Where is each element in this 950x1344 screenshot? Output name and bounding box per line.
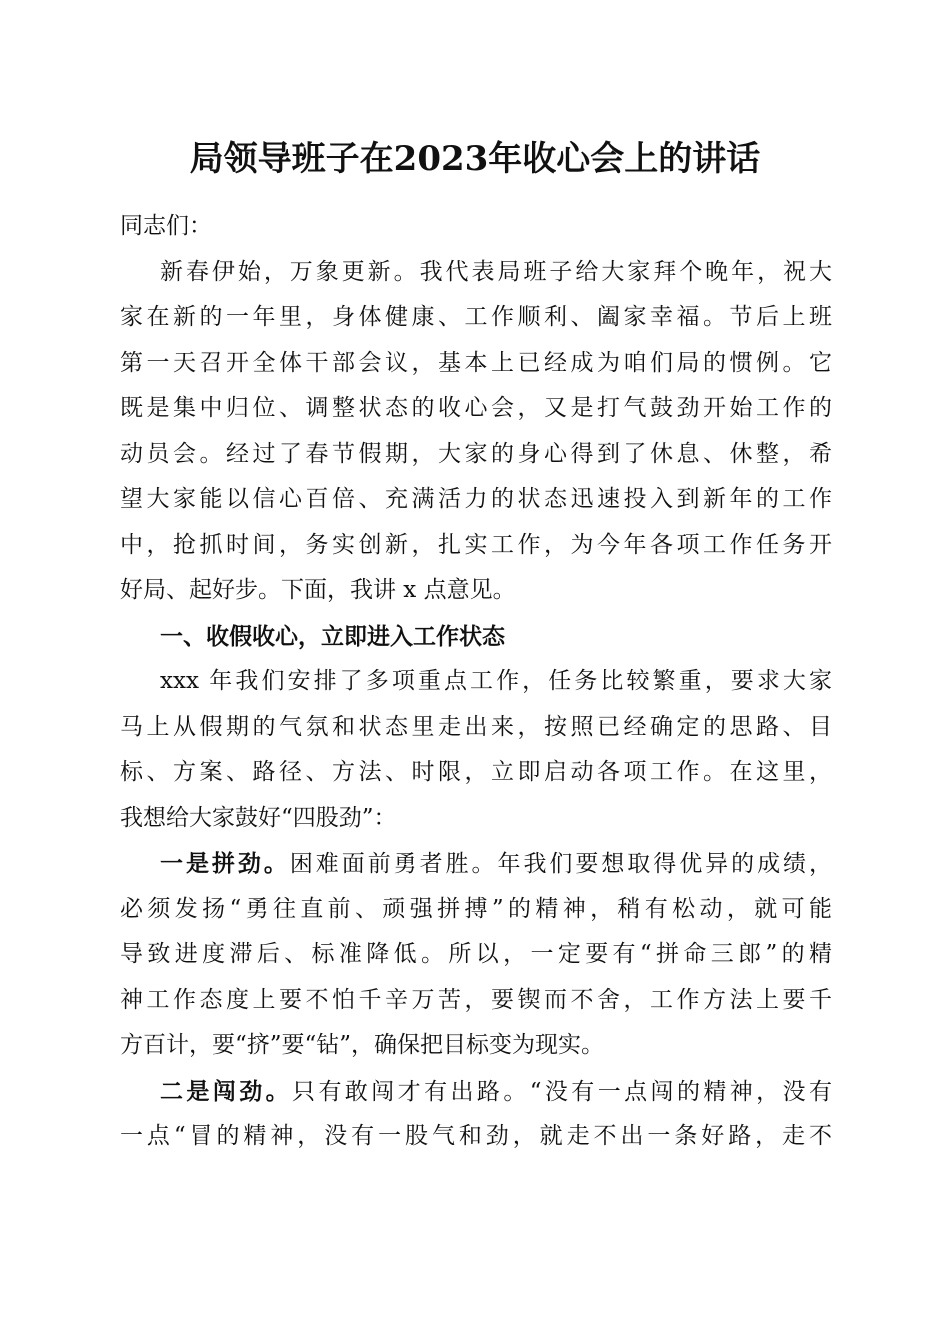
paragraph-line: 望大家能以信心百倍、充满活力的状态迅速投入到新年的工作 <box>120 486 832 512</box>
paragraph-line: 第一天召开全体干部会议，基本上已经成为咱们局的惯例。它 <box>120 349 832 376</box>
paragraph-intro <box>120 250 832 614</box>
greeting: 同志们： <box>120 213 212 239</box>
paragraph-line: 我想给大家鼓好“四股劲”： <box>120 804 397 831</box>
paragraph-line: 家在新的一年里，身体健康、工作顺利、阖家幸福。节后上班 <box>120 304 832 330</box>
paragraph-line: 马上从假期的气氛和状态里走出来，按照已经确定的思路、目 <box>120 713 832 740</box>
paragraph-line: 标、方案、路径、方法、时限，立即启动各项工作。在这里， <box>120 759 832 785</box>
document-body <box>120 204 832 1160</box>
paragraph-point-2 <box>120 1069 832 1160</box>
paragraph-point-1 <box>120 841 832 1069</box>
paragraph-line: 新春伊始，万象更新。我代表局班子给大家拜个晚年，祝大 <box>160 258 832 285</box>
paragraph-line <box>120 1069 832 1115</box>
paragraph-line <box>120 841 832 887</box>
section-heading: 一、收假收心，立即进入工作状态 <box>160 622 505 650</box>
paragraph-line: 方百计，要“挤”要“钻”，确保把目标变为现实。 <box>120 1032 605 1058</box>
point-lead: 一是拼劲。 <box>160 850 290 877</box>
point-text: 只有敢闯才有出路。“没有一点闯的精神，没有 <box>292 1078 832 1105</box>
document-title: 局领导班子在2023年收心会上的讲话 <box>189 139 761 179</box>
paragraph-line: 中，抢抓时间，务实创新，扎实工作，为今年各项工作任务开 <box>120 531 832 558</box>
point-lead: 二是闯劲。 <box>160 1077 293 1105</box>
paragraph-line: 必须发扬“勇往直前、顽强拼搏”的精神，稍有松动，就可能 <box>120 895 832 922</box>
point-text: 困难面前勇者胜。年我们要想取得优异的成绩， <box>289 851 833 877</box>
paragraph-line: 动员会。经过了春节假期，大家的身心得到了休息、休整，希 <box>120 440 832 467</box>
paragraph-line: 导致进度滞后、标准降低。所以，一定要有“拼命三郎”的精 <box>120 941 832 967</box>
paragraph-line: xxx 年我们安排了多项重点工作，任务比较繁重，要求大家 <box>160 668 832 694</box>
paragraph-line: 神工作态度上要不怕千辛万苦，要锲而不舍，工作方法上要千 <box>120 986 832 1013</box>
paragraph-line: 好局、起好步。下面，我讲 x 点意见。 <box>120 577 516 603</box>
paragraph-line: 既是集中归位、调整状态的收心会，又是打气鼓劲开始工作的 <box>120 395 832 421</box>
paragraph-line: 一点“冒的精神，没有一股气和劲，就走不出一条好路，走不 <box>120 1123 832 1149</box>
paragraph-section1 <box>120 659 832 841</box>
